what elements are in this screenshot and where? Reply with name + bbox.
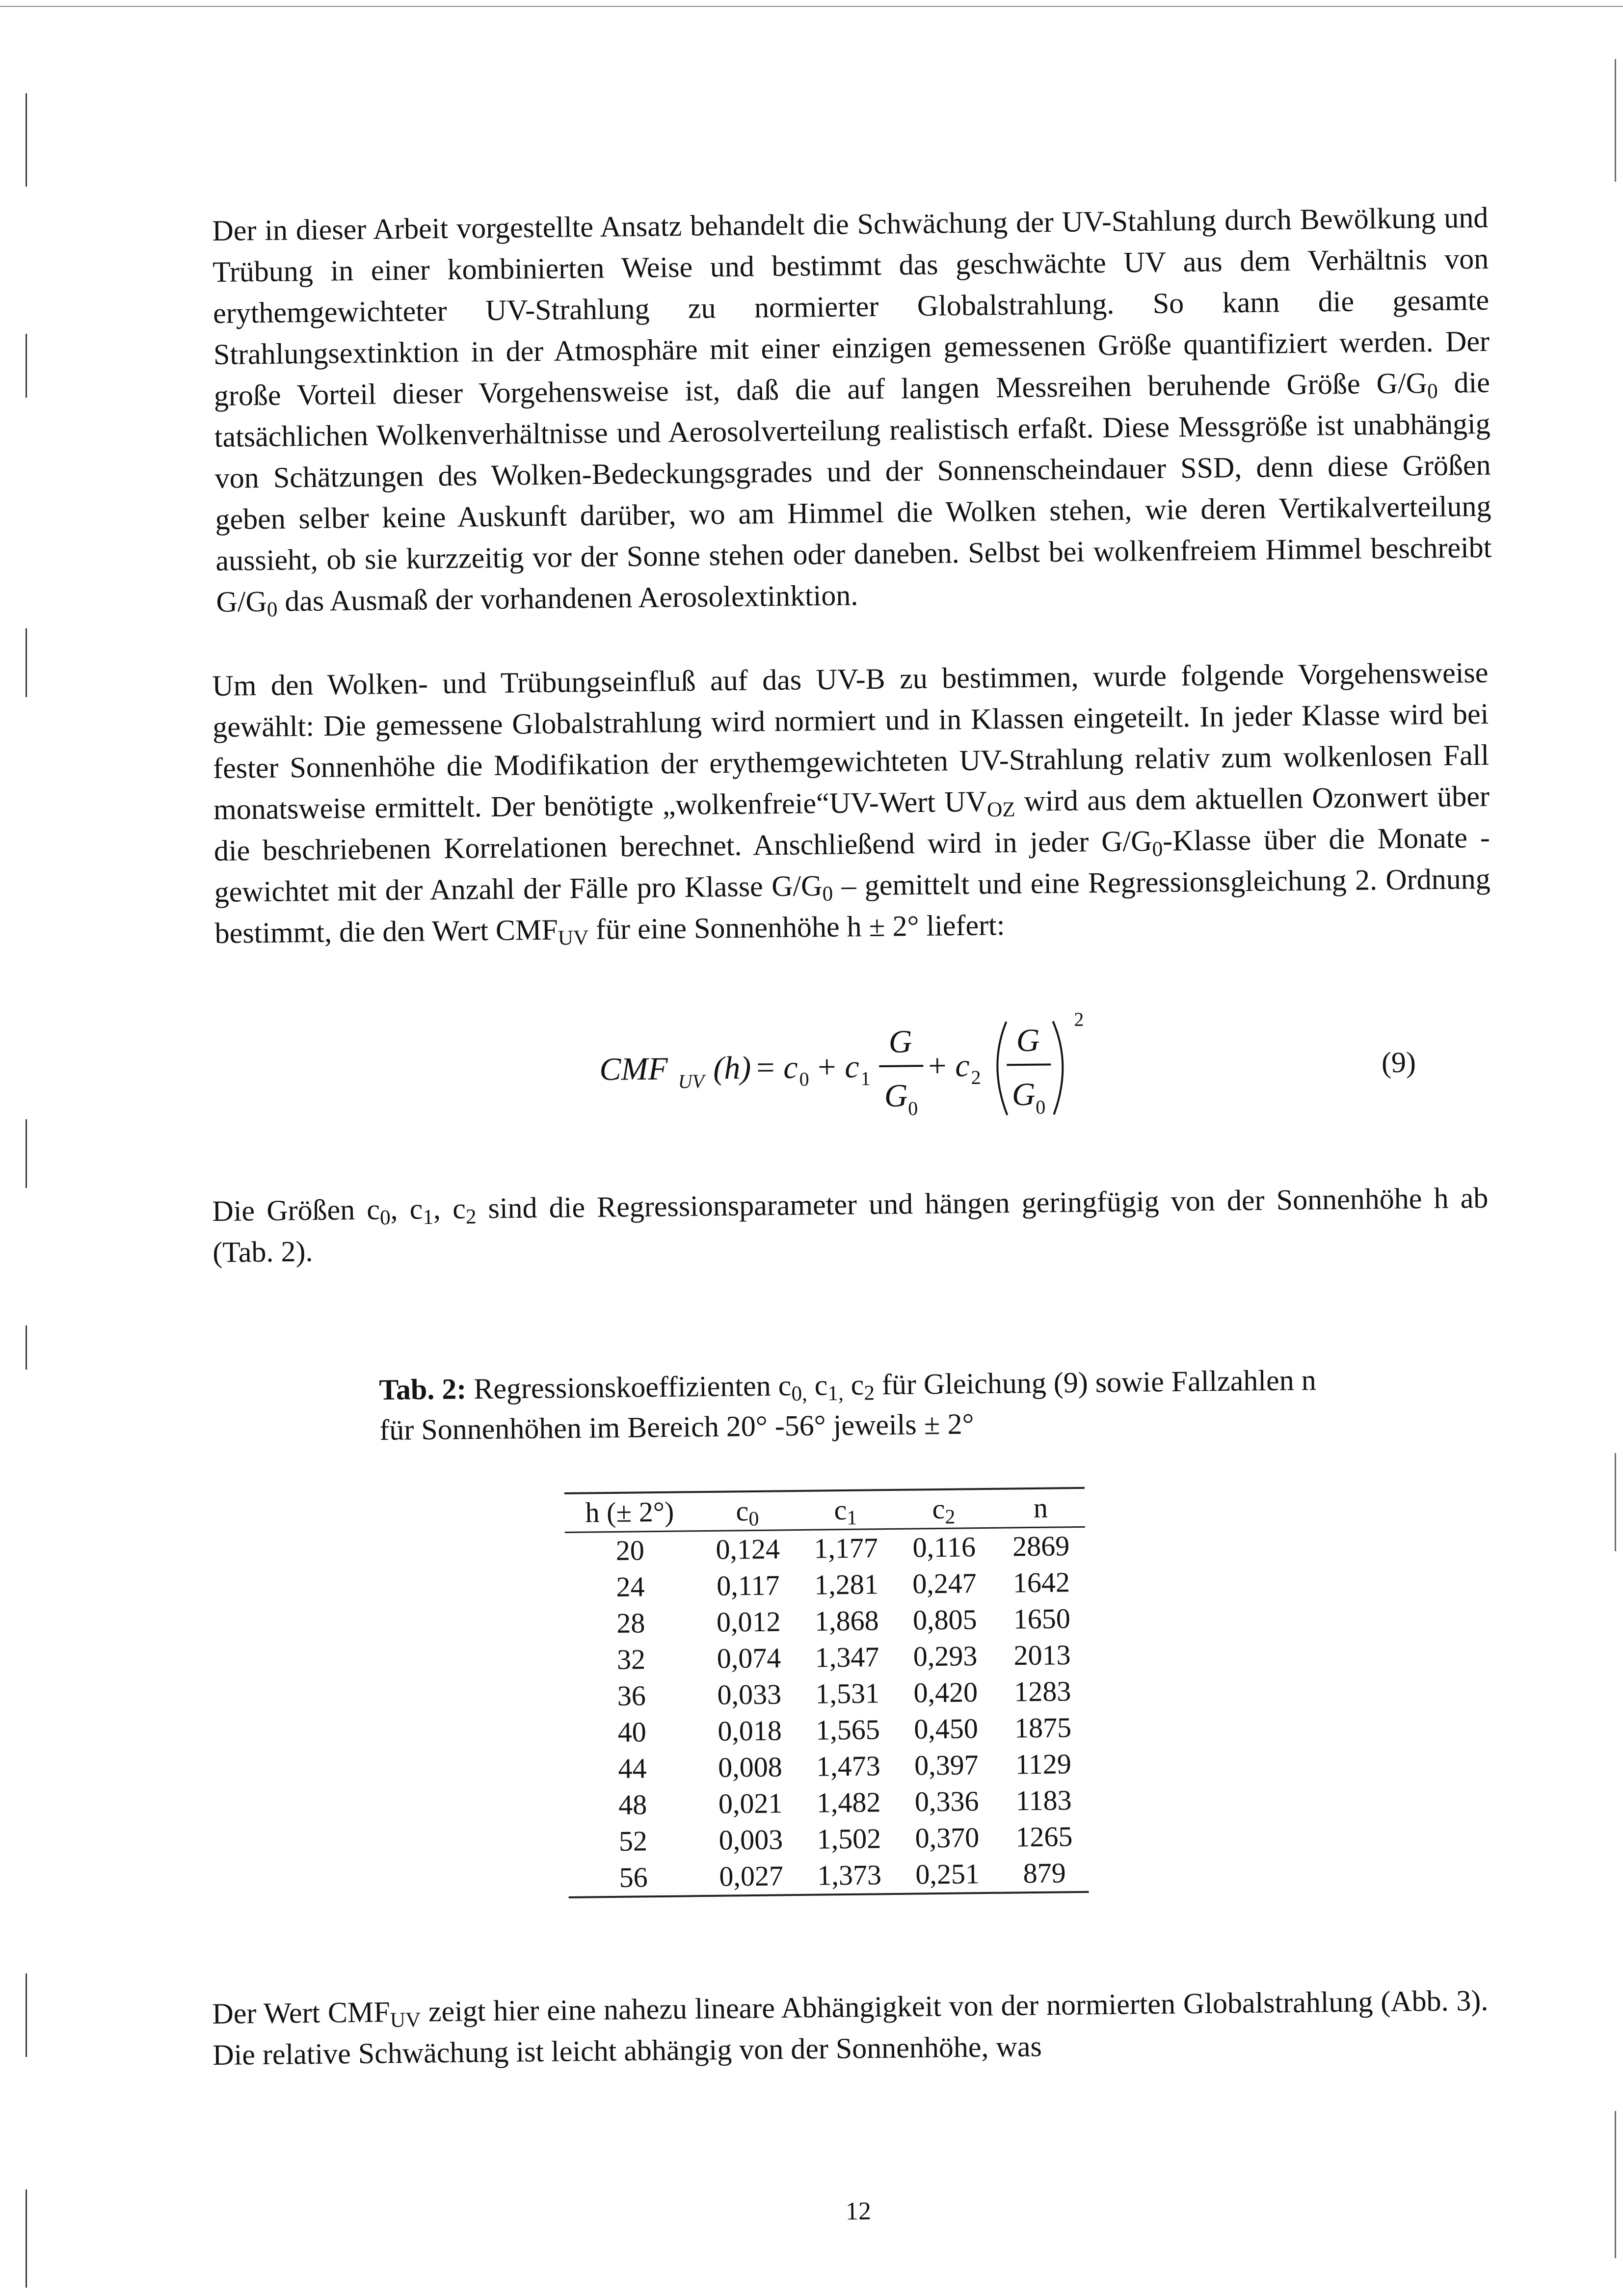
text-run: -Klasse über die Monate - gewichtet mit der Anzahl der Fälle pro Klasse G/G <box>214 821 1490 908</box>
cell-h: 20 <box>615 1534 645 1567</box>
cell-c0: 0,018 <box>718 1714 782 1747</box>
eq-equals: = <box>756 1050 775 1086</box>
table-header-row <box>564 1488 1085 1533</box>
scan-edge-right <box>1615 59 1616 182</box>
eq-c0: c <box>783 1049 798 1086</box>
table-row <box>565 1527 1086 1569</box>
scan-edge-left <box>26 1325 27 1370</box>
cell-h: 28 <box>616 1607 645 1639</box>
cell-n: 1183 <box>1015 1784 1072 1817</box>
cell-n: 1650 <box>1013 1602 1071 1635</box>
cell-c2: 0,293 <box>913 1640 978 1673</box>
eq-c2: c <box>955 1048 970 1084</box>
cell-h: 56 <box>568 1859 699 1897</box>
subscript: OZ <box>986 798 1015 822</box>
text-run: die tatsächlichen Wolkenverhältnisse und Aerosolverteilung realistisch erfaßt. Diese Messgröße ist unabhängig von Schätzungen des Wolken-Bedeckungsgrades und der Sonnenscheindauer SSD, denn diese Größen geben selber keine Auskunft darüber, wo am Himmel die Wolken stehen, wie deren Vertikalverteilung aussieht, ob sie kurzzeitig vor der Sonne stehen oder daneben. Selbst bei wolkenfreiem Himmel beschreibt G/G <box>214 366 1492 618</box>
scan-edge-left <box>26 1119 27 1188</box>
eq-frac2-den-sub: 0 <box>1035 1096 1046 1118</box>
cell-c1: 1,531 <box>815 1677 880 1710</box>
cell-c0: 0,027 <box>698 1858 804 1896</box>
subscript: 2 <box>864 1381 875 1405</box>
cell-c1: 1,565 <box>816 1713 880 1746</box>
eq-c1: c <box>844 1049 859 1085</box>
cell-c1: 1,473 <box>816 1750 880 1783</box>
cell-c1: 1,482 <box>816 1786 881 1819</box>
cell-c0: 0,021 <box>718 1787 783 1820</box>
scan-edge-left <box>26 628 27 697</box>
subscript: 0 <box>1427 379 1438 403</box>
cell-c1: 1,502 <box>817 1822 881 1855</box>
cell-h: 36 <box>617 1679 646 1712</box>
subscript: 0 <box>822 882 833 906</box>
text-run: c <box>807 1369 828 1402</box>
subscript: 1 <box>847 1507 857 1530</box>
table-row <box>567 1746 1088 1787</box>
cell-c0: 0,074 <box>717 1642 781 1675</box>
subscript: 1 <box>423 1206 434 1229</box>
cell-c2: 0,370 <box>915 1821 980 1854</box>
table-row <box>568 1855 1089 1897</box>
cell-c1: 1,347 <box>815 1641 879 1674</box>
eq-c1-sub: 1 <box>860 1067 871 1090</box>
cell-c0: 0,012 <box>716 1605 781 1638</box>
subscript: 2 <box>465 1205 477 1229</box>
paragraph-parameters <box>212 1177 1489 1273</box>
cell-n: 1265 <box>1015 1820 1073 1853</box>
subscript: 0 <box>379 1206 391 1230</box>
scan-edge-left <box>26 1973 27 2057</box>
eq-frac2-den: G <box>1011 1076 1036 1113</box>
cell-h: 24 <box>616 1570 645 1603</box>
table-row <box>567 1709 1088 1751</box>
caption-label: Tab. 2: <box>379 1373 467 1406</box>
cell-c0: 0,124 <box>716 1533 780 1566</box>
text-run: wird aus dem aktuellen Ozonwert über die beschriebenen Korrelationen berechnet. Anschließend wird in jeder G/G <box>213 780 1490 867</box>
header-n: n <box>996 1488 1085 1528</box>
cell-c0: 0,003 <box>718 1823 783 1856</box>
cell-c0: 0,008 <box>718 1751 782 1783</box>
page-number: 12 <box>845 2197 872 2226</box>
table-caption <box>379 1360 1317 1450</box>
text-run: sind die Regressionsparameter und hängen geringfügig von der Sonnenhöhe h ab (Tab. 2). <box>212 1181 1489 1269</box>
eq-exponent: 2 <box>1074 1008 1084 1030</box>
eq-arg: (h) <box>713 1050 751 1086</box>
text-run: Regressionskoeffizienten c <box>466 1369 792 1405</box>
table-row <box>567 1782 1088 1824</box>
cell-c2: 0,420 <box>913 1676 978 1709</box>
cell-n: 1642 <box>1012 1566 1070 1599</box>
text-run: Die Größen c <box>212 1193 380 1227</box>
eq-frac2-bar <box>1007 1064 1051 1065</box>
eq-plus-2: + <box>928 1048 947 1084</box>
eq-plus-1: + <box>817 1049 836 1085</box>
text-run: für Gleichung (9) sowie Fallzahlen n für Sonnenhöhen im Bereich 20° -56° jeweils ± 2° <box>379 1364 1316 1446</box>
text-run: das Ausmaß der vorhandenen Aerosolextinktion. <box>277 579 858 618</box>
cell-c1: 1,373 <box>804 1857 895 1895</box>
eq-frac1-num: G <box>888 1024 912 1060</box>
scan-edge-left <box>26 93 27 187</box>
subscript: 2 <box>945 1506 956 1529</box>
text-run: c <box>843 1368 864 1402</box>
header-text: c <box>932 1492 945 1525</box>
subscript: 0, <box>791 1382 808 1405</box>
equation-graphic <box>599 1000 1140 1144</box>
cell-h: 48 <box>618 1788 647 1821</box>
eq-c0-sub: 0 <box>799 1068 809 1090</box>
cell-h: 52 <box>618 1825 648 1857</box>
subscript: 0 <box>748 1508 759 1531</box>
cell-h: 44 <box>618 1752 647 1784</box>
scan-edge-left <box>26 2189 27 2288</box>
scan-edge-right <box>1615 2111 1616 2258</box>
subscript: 0 <box>266 598 278 621</box>
paragraph-result <box>212 1980 1489 2076</box>
cell-c2: 0,450 <box>913 1712 979 1745</box>
cell-c1: 1,177 <box>814 1532 878 1565</box>
cell-c0: 0,033 <box>717 1678 782 1711</box>
header-text: c <box>736 1495 749 1527</box>
equation-9 <box>599 1000 1140 1144</box>
eq-lhs-sub: UV <box>678 1070 705 1093</box>
text-run: , c <box>390 1192 423 1226</box>
cell-h: 40 <box>617 1716 646 1748</box>
header-h: h (± 2°) <box>564 1492 695 1532</box>
cell-n: 879 <box>1000 1855 1089 1893</box>
eq-frac1-den: G <box>884 1078 908 1114</box>
cell-c1: 1,281 <box>814 1568 879 1601</box>
table-row <box>566 1637 1087 1678</box>
scan-edge-right <box>1615 1453 1616 1551</box>
eq-frac2-num: G <box>1016 1022 1040 1059</box>
cell-c0: 0,117 <box>716 1569 780 1602</box>
cell-c2: 0,251 <box>895 1856 1001 1894</box>
text-run: für eine Sonnenhöhe h ± 2° liefert: <box>588 909 1005 945</box>
header-text: c <box>834 1493 847 1526</box>
table-row <box>568 1818 1089 1860</box>
header-c2 <box>891 1489 997 1529</box>
header-c1 <box>800 1490 891 1530</box>
text-run: Der in dieser Arbeit vorgestellte Ansatz behandelt die Schwächung der UV-Stahlung durch Bewölkung und Trübung in einer kombinierten Weise und bestimmt das geschwächte UV aus dem Verhältnis von erythemgewichteter UV-Strahlung zu normierter Globalstrahlung. So kann die gesamte Strahlungsextinktion in der Atmosphäre mit einer einzigen gemessenen Größe quantifiziert werden. Der große Vorteil dieser Vorgehensweise ist, daß die auf langen Messreihen beruhende Größe G/G <box>212 201 1490 412</box>
cell-c2: 0,116 <box>912 1531 976 1564</box>
cell-h: 32 <box>616 1643 646 1675</box>
text-run: – gemittelt und eine Regressionsgleichung 2. Ordnung bestimmt, die den Wert CMF <box>214 862 1491 949</box>
scan-edge-top <box>0 6 1623 7</box>
text-run: Der Wert CMF <box>212 1996 391 2030</box>
eq-lhs: CMF <box>599 1051 668 1087</box>
table-row <box>566 1673 1087 1715</box>
subscript: UV <box>390 2008 421 2032</box>
cell-c2: 0,336 <box>914 1785 979 1818</box>
eq-c2-sub: 2 <box>971 1066 981 1089</box>
regression-table <box>564 1487 1089 1898</box>
paragraph-method <box>212 652 1491 954</box>
eq-paren-left <box>997 1022 1007 1115</box>
table <box>564 1487 1089 1898</box>
subscript: 0 <box>1152 837 1163 861</box>
eq-paren-right <box>1053 1021 1063 1114</box>
eq-frac1-den-sub: 0 <box>907 1097 918 1120</box>
table-row <box>565 1564 1086 1606</box>
subscript: 1, <box>827 1381 844 1405</box>
cell-n: 2869 <box>1012 1530 1070 1563</box>
header-c0 <box>694 1491 800 1531</box>
scan-edge-left <box>26 334 27 398</box>
cell-n: 1129 <box>1015 1748 1072 1781</box>
cell-c2: 0,397 <box>914 1749 979 1782</box>
table-row <box>565 1600 1086 1642</box>
equation-number: (9) <box>1381 1046 1416 1079</box>
cell-c2: 0,247 <box>912 1567 977 1600</box>
text-run: zeigt hier eine nahezu lineare Abhängigkeit von der normierten Globalstrahlung (Abb. 3). Die relative Schwächung ist leicht abhängig von der Sonnenhöhe, was <box>212 1984 1489 2071</box>
text-run: , c <box>433 1192 466 1225</box>
cell-n: 2013 <box>1013 1639 1071 1672</box>
cell-n: 1875 <box>1014 1711 1072 1744</box>
paragraph-intro <box>212 197 1492 622</box>
subscript: UV <box>558 926 589 950</box>
text-run: Um den Wolken- und Trübungseinfluß auf das UV-B zu bestimmen, wurde folgende Vorgehensweise gewählt: Die gemessene Globalstrahlung wird normiert und in Klassen eingeteilt. In jeder Klasse wird bei fester Sonnenhöhe die Modifikation der erythemgewichteten UV-Strahlung relativ zum wolkenlosen Fall monatsweise ermittelt. Der benötigte „wolkenfreie“UV-Wert UV <box>212 656 1490 826</box>
cell-n: 1283 <box>1013 1675 1071 1708</box>
cell-c2: 0,805 <box>912 1603 977 1636</box>
cell-c1: 1,868 <box>814 1604 879 1637</box>
